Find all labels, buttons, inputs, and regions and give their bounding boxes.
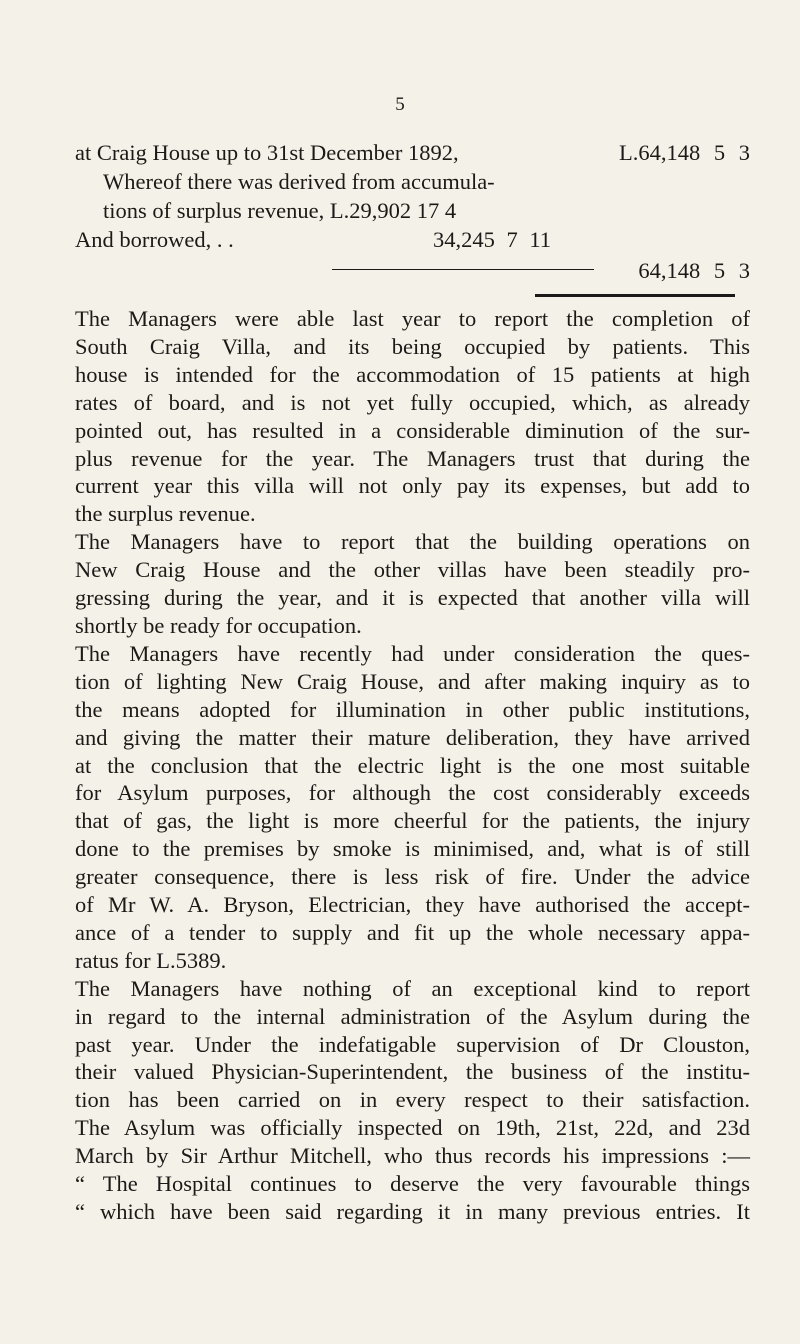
accounts-row-surplus <box>75 196 750 225</box>
accounts-line-4: And borrowed, . . <box>75 227 234 252</box>
accounts-total-amount: L.64,148 5 3 <box>619 140 750 165</box>
body-line: “ The Hospital continues to deserve the very favourable things <box>75 1171 750 1197</box>
body-line: plus revenue for the year. The Managers trust that during the <box>75 445 750 471</box>
body-line: South Craig Villa, and its being occupied by patients. This <box>75 333 750 359</box>
body-line: shortly be ready for occupation. <box>75 612 362 638</box>
body-line: that of gas, the light is more cheerful for the patients, the injury <box>75 808 750 834</box>
accounts-summary <box>75 138 750 283</box>
body-line: ance of a tender to supply and fit up the whole necessary appa- <box>75 919 750 945</box>
accounts-line-3: tions of surplus revenue, L.29,902 17 4 <box>103 198 457 223</box>
accounts-row-total <box>75 138 750 167</box>
body-line: The Asylum was officially inspected on 19th, 21st, 22d, and 23d <box>75 1115 750 1141</box>
body-line: in regard to the internal administration of the Asylum during the <box>75 1003 750 1029</box>
body-line: at the conclusion that the electric light is the one most suitable <box>75 752 750 778</box>
accounts-row-sum <box>75 254 750 283</box>
body-line: of Mr W. A. Bryson, Electrician, they have authorised the accept- <box>75 892 750 918</box>
body-line: March by Sir Arthur Mitchell, who thus records his impressions :— <box>75 1143 750 1169</box>
body-line: “ which have been said regarding it in many previous entries. It <box>75 1199 750 1224</box>
body-line: for Asylum purposes, for although the cost considerably exceeds <box>75 780 750 806</box>
body-line: gressing during the year, and it is expected that another villa will <box>75 585 750 611</box>
accounts-line-1: at Craig House up to 31st December 1892, <box>75 140 459 165</box>
body-line: the surplus revenue. <box>75 501 256 527</box>
report-body <box>75 305 750 1226</box>
total-double-rule <box>535 294 735 297</box>
body-line: New Craig House and the other villas have been steadily pro- <box>75 557 750 583</box>
body-line: rates of board, and is not yet fully occupied, which, as already <box>75 389 750 415</box>
accounts-row-derived <box>75 167 750 196</box>
accounts-line-2: Whereof there was derived from accumula- <box>103 169 495 194</box>
subtotal-rule <box>332 269 594 270</box>
body-line: The Managers have nothing of an exceptional kind to report <box>75 975 750 1001</box>
body-line: done to the premises by smoke is minimised, and, what is of still <box>75 836 750 862</box>
page-number: 5 <box>395 94 405 115</box>
body-line: and giving the matter their mature deliberation, they have arrived <box>75 724 750 750</box>
body-line: greater consequence, there is less risk of fire. Under the advice <box>75 864 750 890</box>
body-line: their valued Physician-Superintendent, the business of the institu- <box>75 1059 750 1085</box>
body-line: house is intended for the accommodation of 15 patients at high <box>75 361 750 387</box>
body-line: The Managers have recently had under consideration the ques- <box>75 640 750 666</box>
body-line: tion of lighting New Craig House, and after making inquiry as to <box>75 668 750 694</box>
body-line: current year this villa will not only pay its expenses, but add to <box>75 473 750 499</box>
body-line: ratus for L.5389. <box>75 947 227 973</box>
body-line: tion has been carried on in every respect to their satisfaction. <box>75 1087 750 1113</box>
accounts-sum-amount: 64,148 5 3 <box>638 258 750 283</box>
accounts-row-borrowed <box>75 225 750 254</box>
body-line: pointed out, has resulted in a considerable diminution of the sur- <box>75 417 750 443</box>
body-line: The Managers have to report that the building operations on <box>75 529 750 555</box>
body-line: The Managers were able last year to report the completion of <box>75 306 750 331</box>
accounts-borrowed-amount: 34,245 7 11 <box>432 227 551 252</box>
body-line: the means adopted for illumination in other public institutions, <box>75 696 750 722</box>
body-line: past year. Under the indefatigable supervision of Dr Clouston, <box>75 1031 750 1057</box>
